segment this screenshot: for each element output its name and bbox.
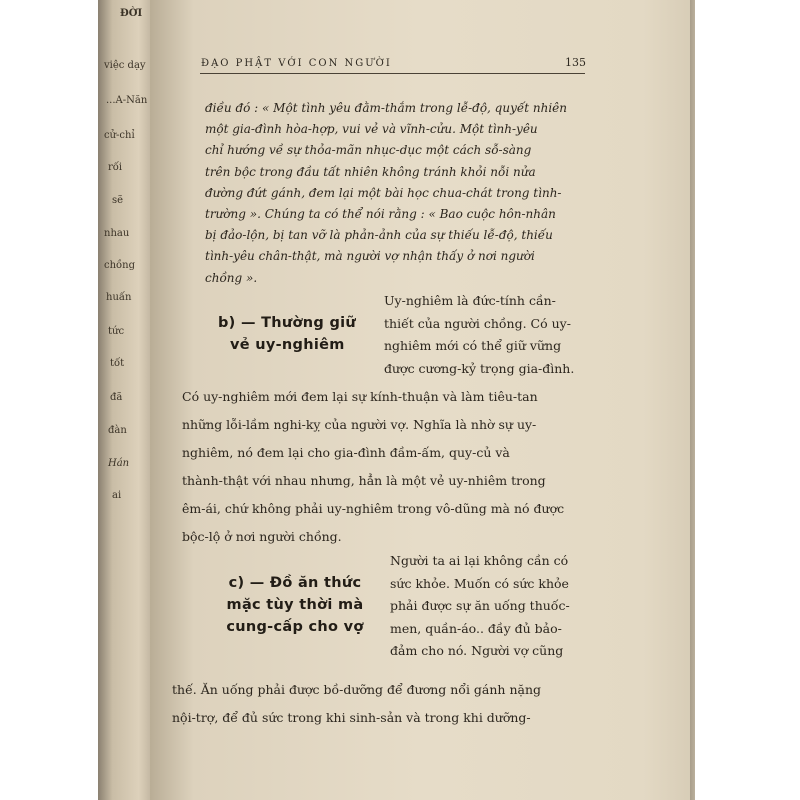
text-line: thiết của người chồng. Có uy- xyxy=(384,315,571,331)
text-line: thế. Ăn uống phải được bồ-dưỡng để đương nổi gánh nặng xyxy=(172,682,542,697)
prev-page-fragment: ...A-Năn xyxy=(106,95,148,106)
text-line: Có uy-nghiêm mới đem lại sự kính-thuận và làm tiêu-tan xyxy=(182,389,538,404)
text-line: nội-trợ, để đủ sức trong khi sinh-sản và trong khi dưỡng- xyxy=(172,710,531,725)
running-title: ĐẠO PHẬT VỚI CON NGƯỜI xyxy=(201,58,392,69)
prev-page-fragment: việc dạy xyxy=(104,60,146,71)
prev-page-fragment: ai xyxy=(112,490,122,501)
heading-line: b) — Thường giữ xyxy=(218,315,357,331)
section-c-body xyxy=(172,676,612,732)
prev-page-fragment: đàn xyxy=(108,425,127,436)
text-line: nghiêm mới có thể giữ vững xyxy=(384,338,562,353)
quote-line: điều đó : « Một tình yêu đằm-thắm trong lễ-độ, quyết nhiên xyxy=(205,101,568,115)
prev-page-fragment: chồng xyxy=(104,260,136,271)
heading-line: mặc tùy thời mà xyxy=(226,597,364,613)
text-line: sức khỏe. Muốn có sức khỏe xyxy=(390,575,569,591)
prev-page-fragment: ĐỜI xyxy=(120,8,143,19)
page-number: 135 xyxy=(565,56,586,69)
quote-line: tình-yêu chân-thật, mà người vợ nhận thấy ở nơi người xyxy=(205,249,535,264)
section-c-heading xyxy=(220,572,370,638)
quote-line: đường đứt gánh, đem lại một bài học chua-chát trong tình- xyxy=(205,185,562,200)
text-line: thành-thật với nhau nhưng, hẳn là một vẻ uy-nhiêm trong xyxy=(182,473,546,488)
heading-line: cung-cấp cho vợ xyxy=(226,619,364,635)
prev-page-fragment: tốt xyxy=(110,358,125,369)
quote-paragraph xyxy=(205,98,600,289)
text-line: phải được sự ăn uống thuốc- xyxy=(390,598,570,613)
header-rule xyxy=(200,73,585,74)
text-line: men, quần-áo.. đầy đủ bảo- xyxy=(390,620,562,636)
prev-page-fragment: nhau xyxy=(104,228,130,239)
heading-line: c) — Đồ ăn thức xyxy=(228,575,362,591)
prev-page-fragment: đã xyxy=(110,392,123,403)
previous-page-edge xyxy=(98,0,156,800)
prev-page-fragment: cử-chỉ xyxy=(104,130,135,141)
section-b-body xyxy=(182,383,612,551)
background-left xyxy=(0,0,100,800)
quote-line: chồng ». xyxy=(205,270,258,285)
quote-line: trường ». Chúng ta có thể nói rằng : « Bao cuộc hôn-nhân xyxy=(205,207,556,222)
prev-page-fragment: sẽ xyxy=(112,195,124,206)
text-line: Người ta ai lại không cần có xyxy=(390,553,569,568)
quote-line: một gia-đình hòa-hợp, vui vẻ và vĩnh-cửu. Một tình-yêu xyxy=(205,122,538,137)
quote-line: bị đảo-lộn, bị tan vỡ là phản-ảnh của sự thiếu lễ-độ, thiếu xyxy=(205,228,553,243)
quote-line: trên bộc trong đầu tất nhiên không tránh khỏi nỗi nửa xyxy=(205,164,536,179)
text-line: êm-ái, chứ không phải uy-nghiêm trong vô-dũng mà nó được xyxy=(182,501,565,516)
section-b-heading xyxy=(218,312,356,356)
running-header xyxy=(201,56,586,69)
text-line: bộc-lộ ở nơi người chồng. xyxy=(182,529,342,544)
section-c-side-text xyxy=(390,550,605,663)
background-right xyxy=(695,0,800,800)
section-b-side-text xyxy=(384,290,604,380)
text-line: đảm cho nó. Người vợ cũng xyxy=(390,643,564,658)
prev-page-fragment: Hán xyxy=(108,458,130,469)
text-line: Uy-nghiêm là đức-tính cần- xyxy=(384,293,556,308)
text-line: những lỗi-lầm nghi-kỵ của người vợ. Nghĩa là nhờ sự uy- xyxy=(182,417,537,432)
text-line: được cương-kỷ trọng gia-đình. xyxy=(384,360,575,376)
prev-page-fragment: rối xyxy=(108,162,123,173)
prev-page-fragment: huấn xyxy=(106,292,132,303)
prev-page-fragment: tức xyxy=(108,326,125,337)
text-line: nghiêm, nó đem lại cho gia-đình đầm-ấm, quy-củ và xyxy=(182,445,510,460)
quote-line: chỉ hướng về sự thỏa-mãn nhục-dục một cách sỗ-sàng xyxy=(205,143,532,158)
heading-line: vẻ uy-nghiêm xyxy=(230,337,345,353)
